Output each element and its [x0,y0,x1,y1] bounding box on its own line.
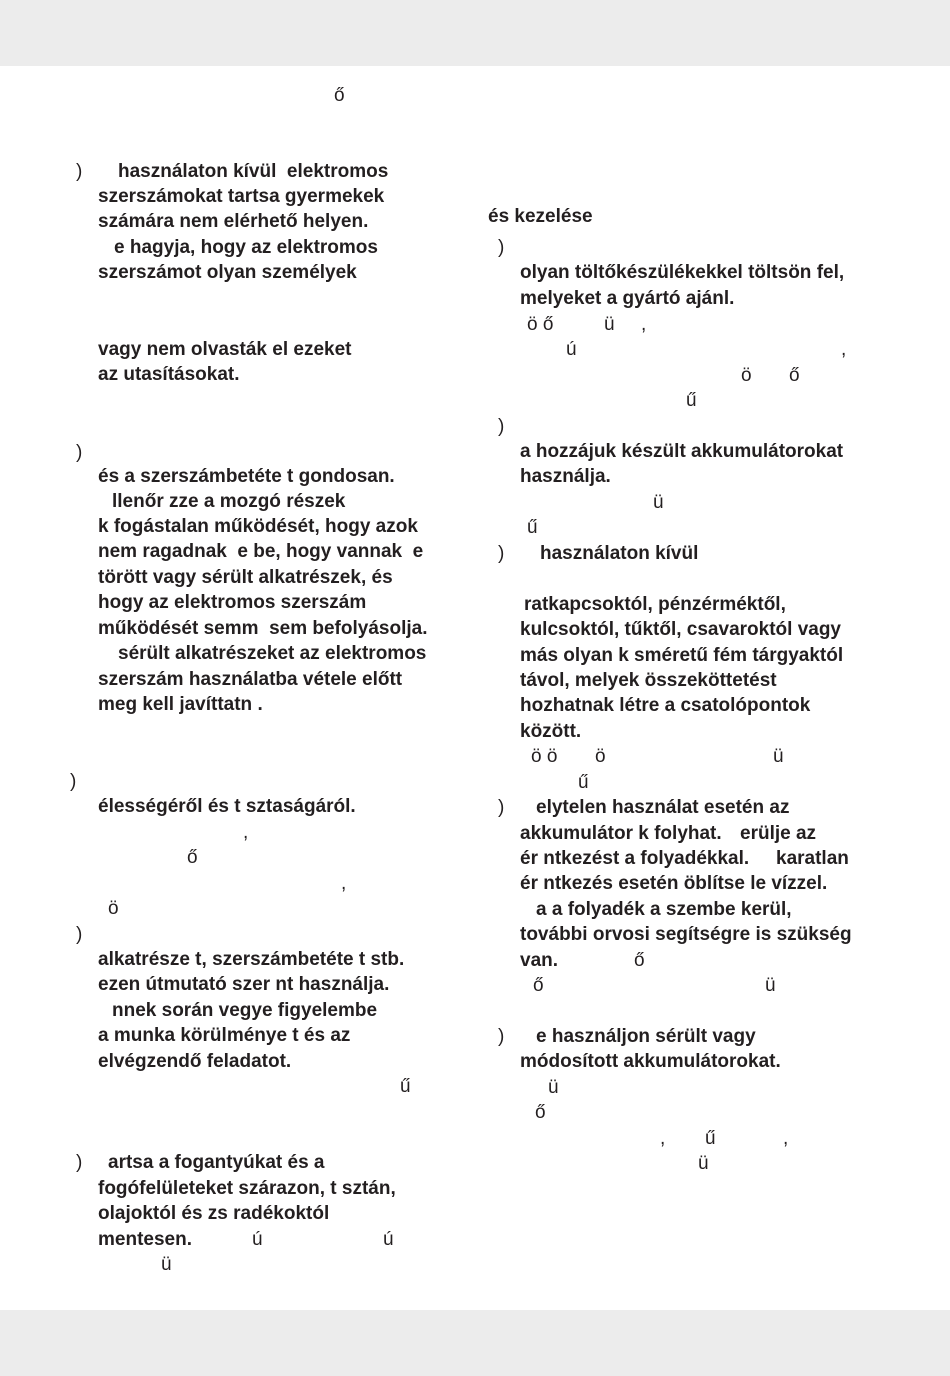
text-line: törött vagy sérült alkatrészek, és [98,567,393,588]
text-line: ) [498,797,505,818]
text-line: ő [634,950,645,971]
text-line: ü [604,314,615,335]
text-line: további orvosi segítségre is szükség [520,924,852,945]
text-line: ű [686,390,697,411]
text-line: ) [498,416,505,437]
text-line: elvégzendő feladatot. [98,1051,292,1072]
text-line: , [641,314,647,335]
text-line: , [841,339,847,360]
text-line: módosított akkumulátorokat. [520,1051,781,1072]
text-line: ) [76,1152,83,1173]
text-line: az utasításokat. [98,364,240,385]
text-line: erülje az [740,823,817,844]
text-line: ö [595,746,606,767]
text-line: használja. [520,466,611,487]
text-line: e használjon sérült vagy [536,1026,756,1047]
text-line: meg kell javíttatn . [98,694,263,715]
text-line: , [783,1128,789,1149]
text-line: llenőr zze a mozgó részek [112,491,346,512]
text-line: ö ő [527,314,554,335]
text-line: ű [578,772,589,793]
text-line: ö [741,365,752,386]
text-line: , [243,822,249,843]
text-line: ő [187,847,198,868]
text-line: ü [653,492,664,513]
text-line: ű [400,1076,411,1097]
text-line: sérült alkatrészeket az elektromos [118,643,427,664]
text-line: ezen útmutató szer nt használja. [98,974,390,995]
text-line: ü [548,1077,559,1098]
text-line: számára nem elérhető helyen. [98,211,369,232]
text-line: hozhatnak létre a csatolópontok [520,695,811,716]
bottom-margin-band [0,1310,950,1376]
text-line: más olyan k sméretű fém tárgyaktól [520,645,844,666]
text-line: kulcsoktól, tűktől, csavaroktól vagy [520,619,841,640]
text-line: olajoktól és zs radékoktól [98,1203,330,1224]
text-line: ő [535,1102,546,1123]
text-line: a a folyadék a szembe kerül, [536,899,792,920]
text-line: akkumulátor k folyhat. [520,823,722,844]
text-line: ú [566,339,577,360]
text-line: ) [498,543,505,564]
text-line: távol, melyek összeköttetést [520,670,777,691]
text-line: ő [334,85,345,106]
text-line: ) [498,1026,505,1047]
text-line: ú [252,1229,263,1250]
text-line: ér ntkezést a folyadékkal. [520,848,750,869]
text-line: szerszámokat tartsa gyermekek [98,186,385,207]
text-line: mentesen. [98,1229,192,1250]
text-line: ) [76,161,83,182]
text-line: , [660,1128,666,1149]
text-line: ) [76,924,83,945]
text-line: e hagyja, hogy az elektromos [114,237,378,258]
text-line: ü [698,1153,709,1174]
text-line: elytelen használat esetén az [536,797,790,818]
text-line: olyan töltőkészülékekkel töltsön fel, [520,262,845,283]
text-line: k fogástalan működését, hogy azok [98,516,418,537]
text-line: ) [76,442,83,463]
text-line: vagy nem olvasták el ezeket [98,339,352,360]
text-line: ratkapcsoktól, pénzérméktől, [524,594,786,615]
text-line: és kezelése [488,206,593,227]
text-line: a munka körülménye t és az [98,1025,351,1046]
text-line: nem ragadnak e be, hogy vannak e [98,541,424,562]
text-line: ü [161,1254,172,1275]
text-line: használaton kívül [540,543,699,564]
text-line: szerszám használatba vétele előtt [98,669,403,690]
text-line: szerszámot olyan személyek [98,262,357,283]
text-line: ) [498,237,505,258]
text-line: hogy az elektromos szerszám [98,592,367,613]
text-line: ű [705,1128,716,1149]
text-line: ) [70,771,77,792]
text-line: fogófelületeket szárazon, t sztán, [98,1178,396,1199]
text-line: és a szerszámbetéte t gondosan. [98,466,395,487]
text-line: ö [108,898,119,919]
text-line: ő [533,975,544,996]
text-line: ű [527,517,538,538]
text-line: melyeket a gyártó ajánl. [520,288,735,309]
text-line: a hozzájuk készült akkumulátorokat [520,441,844,462]
text-line: használaton kívül elektromos [118,161,389,182]
text-line: ér ntkezés esetén öblítse le vízzel. [520,873,828,894]
text-line: ü [773,746,784,767]
text-line: élességéről és t sztaságáról. [98,796,356,817]
text-line: artsa a fogantyúkat és a [108,1152,325,1173]
text-line: ö ö [531,746,558,767]
text-line: nnek során vegye figyelembe [112,1000,378,1021]
text-line: ü [765,975,776,996]
text-line: között. [520,721,582,742]
text-line: van. [520,950,559,971]
top-margin-band [0,0,950,66]
text-line: , [341,873,347,894]
text-line: alkatrésze t, szerszámbetéte t stb. [98,949,405,970]
text-line: működését semm sem befolyásolja. [98,618,428,639]
text-line: ő [789,365,800,386]
text-line: ú [383,1229,394,1250]
text-line: karatlan [776,848,849,869]
